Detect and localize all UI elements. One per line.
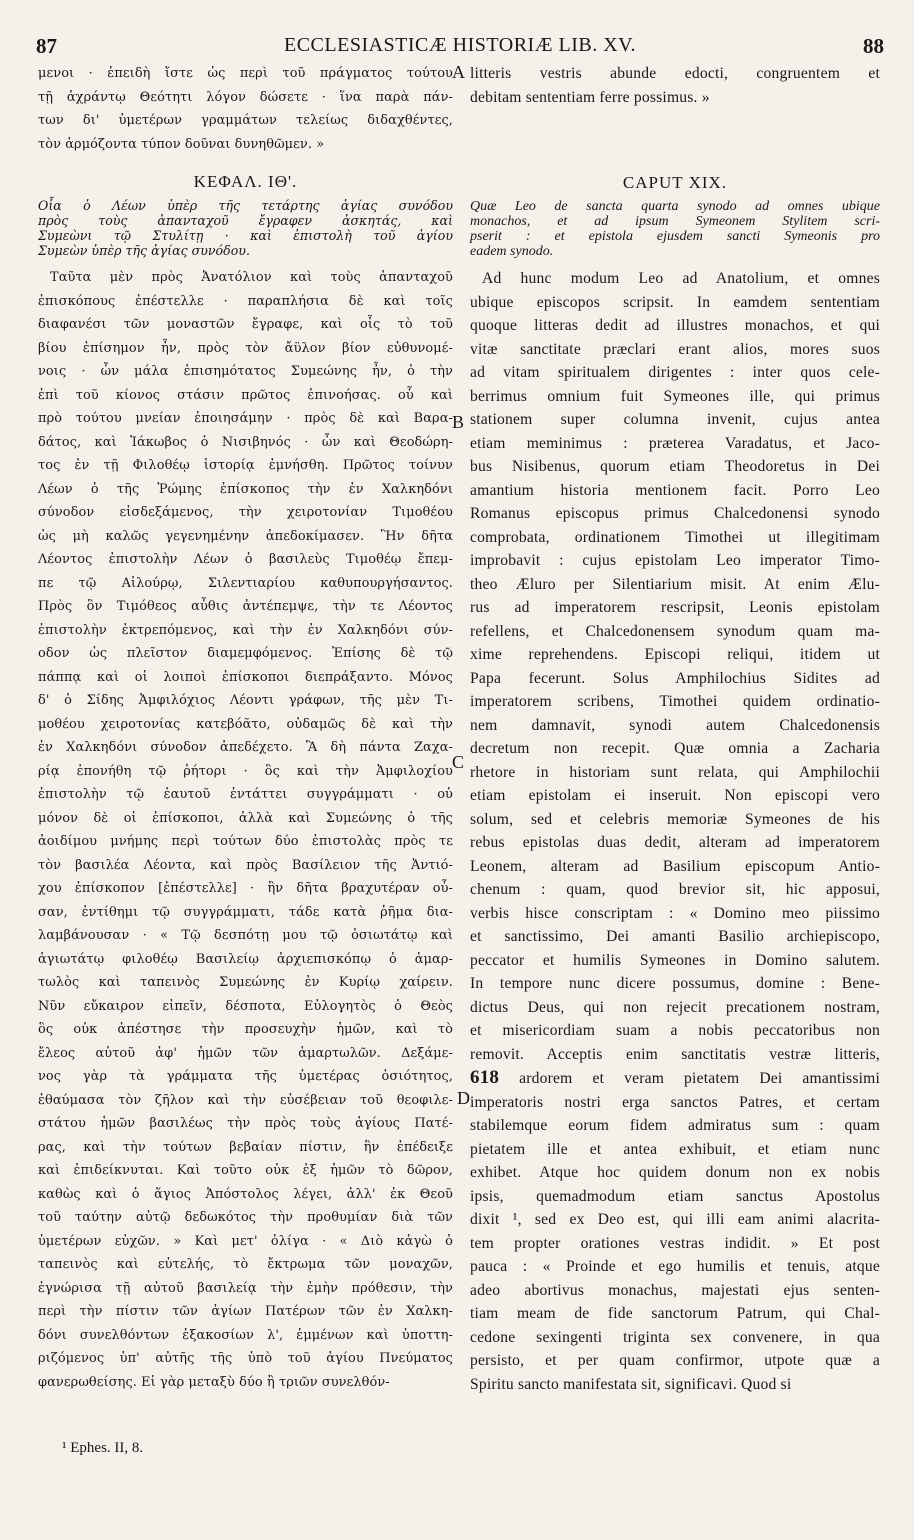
latin-text-line: removit. Acceptis enim sanctitatis vestræ litteris,	[470, 1045, 880, 1063]
greek-text-line: ἀοιδίμου μνήμης περὶ τούτων δύο ἐπιστολὰς πρὸς τε	[38, 834, 453, 849]
greek-text-line: καθὼς καὶ ὁ ἅγιος Ἀπόστολος λέγει, ἀλλ' ἐκ Θεοῦ	[38, 1186, 453, 1202]
latin-text-line: nem damnavit, synodi autem Chalcedonensis	[470, 716, 880, 734]
greek-text-line: ὑμετέρων εὐχῶν. » Καὶ μετ' ὀλίγα · « Διὸ κἀγὼ ὁ	[38, 1233, 453, 1249]
greek-text-line: δόνι συνελθόντων ἑξακοσίων λ', ἐμμένων καὶ ὑποττη-	[38, 1327, 453, 1343]
greek-text-line: βίου ἐπίσημον ἦν, πρὸς τὸν ἄϋλον βίον εὐθυνομέ-	[38, 340, 453, 356]
greek-text-line: ἐπὶ τοῦ κίονος στάσιν πρῶτος ἐπινοήσας. οὗ καὶ	[38, 387, 453, 403]
greek-chapter-summary	[38, 198, 453, 258]
greek-text-line: τωλὸς καὶ ταπεινὸς Συμεώνης ἐν Κυρίῳ χαίρειν.	[38, 975, 453, 990]
latin-chapter-heading: CAPUT XIX.	[622, 173, 728, 192]
latin-text-line: solum, sed et celebris memoriæ Symeones de his	[470, 810, 880, 828]
latin-text-line: verbis hisce conscriptam : « Domino meo piissimo	[470, 904, 880, 922]
margin-letter-b: B	[452, 412, 465, 432]
running-title: ECCLESIASTICÆ HISTORIÆ LIB. XV.	[283, 34, 636, 56]
latin-text-line: refellens, et Chalcedonensem synodum quam ma-	[470, 622, 880, 640]
greek-text-line: μενοι · ἐπειδὴ ἴστε ὡς περὶ τοῦ πράγματος τούτου	[38, 66, 453, 81]
greek-text-line: Πρὸς ὃν Τιμόθεος αὖθις ἀντέπεμψε, τὴν τε Λέοντος	[38, 599, 453, 614]
latin-text-line: adeo abortivus monachus, majestati ejus senten-	[470, 1281, 880, 1299]
latin-text-line: etiam epistolam ei inseruit. Non episcopi vero	[470, 787, 880, 804]
greek-text-line: των δι' ὑμετέρων γραμμάτων τελείως διδαχθέντες,	[38, 113, 453, 128]
greek-text-line: ριζόμενος ὑπ' αὐτῆς τῆς ὑπὸ τοῦ ἁγίου Πνεύματος	[38, 1351, 453, 1366]
latin-text-line: imperatorem scribens, Timothei quidem ordinatio-	[470, 693, 880, 710]
greek-text-line: σαν, ἐντίθημι τῷ συγγράμματι, τάδε κατὰ ῥῆμα δια-	[38, 904, 453, 920]
greek-text-line: ὡς μὴ καλῶς γεγενημένην ἀπεδοκίμασεν. Ἣν δῆτα	[38, 528, 453, 544]
greek-text-line: Ταῦτα μὲν πρὸς Ἀνατόλιον καὶ τοὺς ἁπανταχοῦ	[50, 270, 453, 285]
greek-text-line: ρας, καὶ τὴν τούτων βεβαίαν πίστιν, ἣν ἐπέδειξε	[38, 1139, 453, 1155]
column-number: 618	[470, 1067, 500, 1088]
latin-text-line: cedone sexingenti triginta sex convenere, in qua	[470, 1328, 880, 1346]
greek-text-line: σύνοδον εἰσδεξάμενος, τὴν χειροτονίαν Τιμοθέου	[38, 505, 453, 520]
latin-text-line: exhibet. Atque hoc quidem donum non ex nobis	[470, 1164, 880, 1181]
page-number-right: 88	[863, 34, 884, 58]
latin-summary-line: monachos, et ad ipsum Symeonem Stylitem scri-	[470, 214, 880, 229]
latin-column	[470, 62, 880, 1396]
latin-text-line: litteris vestris abunde edocti, congruentem et	[470, 65, 880, 82]
greek-summary-line: Συμεὼν ὑπὲρ τῆς ἁγίας συνόδου.	[38, 243, 250, 258]
greek-text-line: περὶ τὴν πίστιν τῶν ἁγίων Πατέρων τῶν ἐν Χαλκη-	[38, 1304, 453, 1319]
latin-text-line: etiam meminimus : præterea Varadatus, et Jaco-	[470, 434, 880, 452]
latin-text-line: vitæ sanctitate præclari erant alios, mores suos	[470, 340, 880, 358]
greek-summary-line: Οἷα ὁ Λέων ὑπὲρ τῆς τετάρτης ἁγίας συνόδου	[38, 198, 453, 213]
latin-text-line: Papa fecerunt. Solus Amphilochius Sidites ad	[470, 669, 880, 687]
greek-text-line: ἐθαύμασα τὸν ζῆλον καὶ τὴν εὐσέβειαν τοῦ θεοφιλε-	[38, 1092, 453, 1108]
greek-text-line: καὶ ἐπιδείκνυται. Καὶ τοῦτο οὐκ ἐξ ἡμῶν τὸ δῶρον,	[38, 1163, 453, 1178]
latin-summary-line: eadem synodo.	[470, 244, 554, 259]
latin-text-line: imperatoris nostri erga sanctos Patres, et certam	[470, 1093, 880, 1111]
margin-letter-d: D	[457, 1088, 470, 1108]
latin-text-line: decretum non recepit. Quæ omnia a Zacharia	[470, 740, 880, 757]
greek-text-line: φανερωθείσης. Εἰ γὰρ μεταξὺ δύο ἢ τριῶν συνελθόν-	[38, 1374, 390, 1390]
page-number-left: 87	[36, 34, 57, 58]
greek-chapter-heading: ΚΕΦΑΛ. ΙΘ'.	[193, 172, 298, 191]
greek-text-line: πε τῷ Αἰλούρῳ, Σιλεντιαρίου καθυπουργήσαντος.	[38, 575, 453, 591]
greek-text-line: πρὸ τούτου μνείαν ἐποιησάμην · πρὸς δὲ καὶ Βαρα-	[38, 411, 453, 426]
greek-summary-line: πρὸς τοὺς ἁπανταχοῦ ἔγραφεν ἀσκητάς, καὶ	[38, 213, 453, 228]
greek-text-line: τὸν ἁρμόζοντα τύπον δοῦναι δυνηθῶμεν. »	[38, 136, 325, 152]
latin-text-line: stationem super columna invenit, cujus antea	[470, 411, 880, 428]
latin-text-line: pauca : « Proinde et ego humilis et tenuis, atque	[470, 1258, 880, 1275]
greek-continuation	[38, 62, 453, 156]
latin-text-line: debitam sententiam ferre possimus. »	[470, 88, 710, 106]
greek-text-line: ἐπιστολὴν τῷ ἑαυτοῦ ἐντάττει συγγράμματι · οὐ	[38, 787, 453, 802]
latin-continuation	[470, 62, 880, 109]
latin-text-line: chenum : quam, quod brevior sit, hic apposui,	[470, 881, 880, 898]
latin-text-line: et misericordiam suam a nobis peccatoribus non	[470, 1022, 880, 1039]
greek-text-line: τὸν βασιλέα Λέοντα, καὶ πρὸς Βασίλειον τῆς Ἀντιό-	[38, 857, 453, 873]
greek-text-line: χου ἐπίσκοπον [ἐπέστελλε] · ἣν δῆτα βραχυτέραν οὖ-	[38, 881, 453, 896]
greek-text-line: λαμβάνουσαν · « Τῷ δεσπότῃ μου τῷ ὁσιωτάτῳ καὶ	[38, 928, 453, 943]
greek-text-line: νοις · ὧν μάλα ἐπισημότατος Συμεώνης ἦν, ὁ τὴν	[38, 364, 453, 379]
latin-text-line: tiam meam de fide sanctorum Patrum, qui Chal-	[470, 1305, 880, 1322]
margin-letter-c: C	[452, 752, 465, 772]
latin-summary-line: pserit : et epistola ejusdem sancti Symeonis pro	[470, 229, 880, 244]
latin-text-line: Romanus episcopus primus Chalcedonensi synodo	[470, 505, 880, 522]
greek-text-line: ὃς οὐκ ἀπέστησε τὴν προσευχὴν ἡμῶν, καὶ τὸ	[38, 1022, 453, 1037]
latin-text-line: xime reprehendens. Episcopi reliqui, itidem ut	[470, 646, 880, 663]
greek-text-line: Λέων ὁ τῆς Ῥώμης ἐπίσκοπος τὴν ἐν Χαλκηδόνι	[38, 481, 453, 497]
latin-text-line: et sanctissimo, Dei amanti Basilio archiepiscopo,	[470, 928, 880, 945]
greek-text-line: τοῦ ταύτην αὐτῷ δεδωκότος τὴν προθυμίαν διὰ τῶν	[38, 1210, 453, 1225]
greek-text-line: ρίᾳ ἐπονήθη τῷ ῥήτορι · ὃς καὶ τὴν Ἀμφιλοχίου	[38, 763, 453, 779]
greek-text-line: ἁγιωτάτῳ φιλοθέῳ Βασιλείῳ ἀρχιεπισκόπῳ ὁ ἁμαρ-	[38, 951, 453, 967]
latin-summary-line: Quæ Leo de sancta quarta synodo ad omnes ubique	[470, 199, 880, 214]
running-header	[36, 34, 884, 60]
latin-text-line: peccator et humilis Symeones in Domino salutem.	[470, 951, 880, 969]
latin-text-line: rebus epistolas duas dedit, alteram ad imperatorem	[470, 834, 880, 851]
latin-text-line: Spiritu sancto manifestata sit, significavi. Quod si	[470, 1375, 792, 1393]
latin-text-line: dixit ¹, sed ex Deo est, qui illi eam animi alacrita-	[470, 1211, 880, 1228]
latin-text-line: bus Nisibenus, quorum etiam Theodoretus in Dei	[470, 458, 880, 475]
greek-text-line: τος ἐν τῇ Φιλοθέῳ ἱστορίᾳ ἐμνήσθη. Πρῶτος τοίνυν	[38, 458, 453, 473]
greek-text-line: μοθέου χειροτονίας κατεβόᾶτο, οὐδαμῶς δὲ καὶ τὴν	[38, 716, 453, 732]
footnote: ¹ Ephes. II, 8.	[62, 1440, 144, 1456]
greek-text-line: ἐπισκόπους ἐπέστελλε · παραπλήσια δὲ καὶ τοῖς	[38, 293, 453, 309]
greek-text-line: Νῦν εὔκαιρον εἰπεῖν, δέσποτα, Εὐλογητὸς ὁ Θεὸς	[38, 998, 453, 1014]
greek-text-line: πάππᾳ καὶ οἱ λοιποὶ ἐπίσκοποι διεπράξαντο. Μόνος	[38, 669, 453, 685]
latin-text-line: quoque litteras dedit ad illustres monachos, et qui	[470, 317, 880, 334]
latin-text-line: amantium historia mentionem facit. Porro Leo	[470, 481, 880, 499]
latin-text-line: Ad hunc modum Leo ad Anatolium, et omnes	[482, 270, 880, 287]
latin-text-line: stabilemque eorum fidem admiratus sum : quam	[470, 1117, 880, 1134]
latin-text-line: ipsis, quemadmodum etiam sanctus Apostolus	[470, 1187, 880, 1205]
latin-chapter-body	[470, 267, 880, 1396]
latin-text-line: Leonem, alteram ad Basilium episcopum Antio-	[470, 857, 880, 875]
latin-text-line: persisto, et per quam confirmor, utpote quæ a	[470, 1352, 880, 1369]
greek-text-line: ἐν Χαλκηδόνι σύνοδον ἀπεδέχετο. Ἃ δὴ πάντα Ζαχα-	[38, 740, 453, 755]
greek-text-line: ἐπιστολὴν ἐκτρεπόμενος, καὶ τὴν ἐν Χαλκηδόνι σύν-	[38, 622, 453, 638]
latin-text-line: pietatem ille et antea exhibuit, et etiam nunc	[470, 1140, 880, 1158]
greek-text-line: δάτος, καὶ Ἰάκωβος ὁ Νισιβηνός · ὧν καὶ Θεοδώρη-	[38, 434, 453, 450]
greek-chapter-body	[38, 266, 453, 1394]
latin-text-line: rus ad imperatorem rescripsit, Leonis epistolam	[470, 599, 880, 616]
latin-text-line: rhetore in historiam sunt relata, qui Amphilochii	[470, 763, 880, 781]
latin-text-line: 618 ardorem et veram pietatem Dei amantissimi	[470, 1067, 880, 1088]
latin-text-line: theo Æluro per Silentiarium misit. At enim Ælu-	[470, 575, 880, 593]
greek-text-line: δ' ὁ Σίδης Ἀμφιλόχιος Λέοντι γράφων, τῆς μὲν Τι-	[38, 693, 453, 708]
latin-text-line: comprobata, ordinationem Timothei ut illegitimam	[470, 528, 880, 546]
greek-text-line: ταπεινὸς καὶ εὐτελής, τὸ ἔκτρωμα τῶν μοναχῶν,	[38, 1257, 453, 1272]
latin-text-line: ubique episcopos scripsit. In eamdem sententiam	[470, 293, 880, 311]
latin-text-line: ad vitam spiritualem dirigentes : inter quos cele-	[470, 364, 880, 381]
greek-column	[38, 62, 453, 1394]
latin-text-line: dictus Deus, qui non rejecit precationem nostram,	[470, 998, 880, 1016]
greek-text-line: τῇ ἀχράντῳ Θεότητι λόγον δώσετε · ἵνα παρὰ πάν-	[38, 89, 453, 105]
greek-text-line: στάτου ἡμῶν βασιλέως τὴν πρὸς τοὺς ἁγίους Πατέ-	[38, 1116, 453, 1131]
greek-text-line: Λέοντος ἐπιστολὴν Λέων ὁ βασιλεὺς Τιμοθέῳ ἔπεμ-	[38, 552, 453, 567]
latin-chapter-summary	[470, 199, 880, 259]
greek-text-line: οδον ὡς πλεῖστον διαμεμφόμενος. Ἐπίσης δὲ τῷ	[38, 646, 453, 661]
greek-text-line: νος γὰρ τὰ γράμματα τῆς ὑμετέρας ὁσιότητος,	[38, 1069, 453, 1084]
greek-text-line: ἔλεος αὐτοῦ ἀφ' ἡμῶν τῶν ἁμαρτωλῶν. Δεξάμε-	[38, 1045, 453, 1061]
margin-letter-a: A	[452, 62, 465, 82]
latin-text-line: tem propter orationes vestras indidit. » Et post	[470, 1234, 880, 1252]
greek-summary-line: Συμεὼνι τῷ Στυλίτῃ · καὶ ἐπιστολὴ τοῦ ἁγίου	[38, 228, 453, 243]
greek-text-line: ἐγνώρισα τῇ αὐτοῦ βασιλείᾳ τὴν ἐμὴν πρόθεσιν, τὴν	[38, 1280, 453, 1296]
latin-text-line: improbavit : cujus epistolam Leo imperator Timo-	[470, 552, 880, 569]
greek-text-line: μόνον δὲ οἱ ἐπίσκοποι, ἀλλὰ καὶ Συμεώνης ὁ τῆς	[38, 810, 453, 826]
latin-text-line: In tempore nunc dicere possumus, domine : Bene-	[470, 975, 880, 992]
latin-text-line: berrimus omnium fuit Symeones ille, qui primus	[470, 387, 880, 405]
greek-text-line: διαφανέσι τῶν μοναστῶν ἔγραφε, καὶ οἷς τὸ τοῦ	[38, 317, 453, 332]
